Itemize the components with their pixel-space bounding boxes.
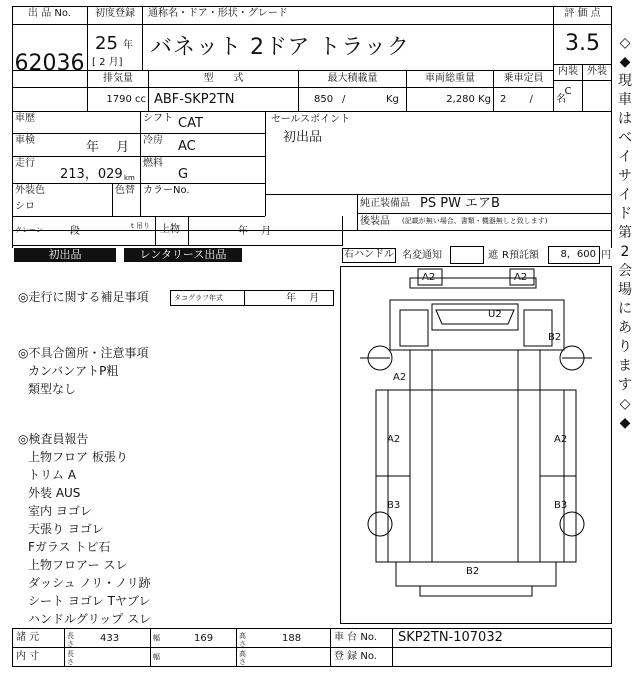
score: 3.5 (565, 31, 600, 56)
tacho-label: タコグラフ年式 (174, 294, 223, 302)
height-label-2: 高さ (239, 650, 246, 666)
sales-point-value: 初出品 (283, 130, 323, 145)
ac-label: 冷房 (143, 135, 163, 146)
damage-mark: A2 (393, 372, 407, 383)
equipment-label: 純正装備品 (360, 198, 410, 209)
crane-lift: t 吊り (131, 222, 150, 230)
gross-weight-label: 車両総重量 (425, 73, 475, 84)
hiso-label: 遮 (488, 250, 498, 261)
inspector-item: 上物フロアー スレ (28, 558, 128, 572)
rename-label: 名変通知 (402, 250, 442, 261)
ext-color-label: 外装色 (15, 185, 45, 196)
tacho-value: 年 月 (286, 293, 320, 304)
car-name: バネット 2ドア トラック (150, 35, 410, 60)
upper-label: 上物 (160, 224, 180, 235)
shift-label: シフト (143, 113, 173, 124)
displacement-value: 1790 cc (106, 94, 146, 105)
first-reg-label: 初度登録 (95, 8, 135, 19)
interior-size-label: 内 寸 (16, 651, 40, 662)
inspector-item: 外装 AUS (28, 486, 81, 500)
damage-mark: A2 (387, 434, 401, 445)
inspector-item: ダッシュ ノリ・ノリ跡 (28, 576, 151, 590)
displacement-label: 排気量 (103, 73, 133, 84)
inspector-item: Fガラス トビ石 (28, 540, 111, 554)
aftermarket-note: (記載が無い場合、書類・機器無しと致します) (402, 217, 548, 225)
inspector-item: トリム A (28, 468, 77, 482)
fuel-label: 燃料 (143, 158, 163, 169)
max-load-slash: / (342, 94, 346, 105)
color-code-label: カラーNo. (143, 185, 190, 196)
equipment-value: PS PW エアB (420, 196, 500, 211)
first-listing-badge: 初出品 (14, 248, 116, 262)
defects-section (18, 344, 148, 398)
registration-label: 登 録 No. (334, 651, 377, 662)
gross-weight-value: 2,280 Kg (446, 94, 491, 105)
length-label: 長さ (67, 632, 74, 648)
shift-value: CAT (178, 116, 203, 131)
inspector-item: ハンドルグリップ スレ (28, 612, 152, 626)
ext-color-value: シロ (15, 201, 35, 212)
length-value: 433 (100, 633, 120, 644)
rental-badge: レンタリース出品 (124, 248, 242, 262)
color-change-label: 色替 (115, 185, 135, 196)
inspector-section (18, 430, 151, 628)
recycle-unit: 円 (601, 250, 611, 261)
car-name-label: 通称名・ドア・形状・グレード (148, 8, 288, 19)
damage-mark: A2 (422, 272, 436, 283)
width-value: 169 (194, 633, 214, 644)
recycle-fee: 8，600 (548, 246, 600, 264)
crane-label: クレーン (15, 226, 43, 234)
fuel-value: G (178, 167, 189, 182)
driving-title: ◎走行に関する補足事項 (18, 290, 149, 304)
damage-mark: A2 (554, 434, 568, 445)
year-value: 25 (95, 33, 118, 54)
ac-value: AC (178, 139, 196, 154)
aftermarket-label: 後装品 (360, 216, 390, 227)
model-value: ABF-SKP2TN (154, 92, 235, 107)
mileage-value: 213，029 (60, 167, 123, 182)
interior-grade-label: 内装 (558, 66, 578, 77)
damage-mark: B2 (548, 332, 562, 343)
height-value: 188 (282, 633, 302, 644)
year-unit: 年 (123, 40, 133, 51)
inspection-value: 年 月 (86, 140, 130, 155)
notes-section (18, 288, 148, 306)
recycle-label: R預託額 (502, 250, 539, 261)
month-value: [ 2 月] (92, 57, 123, 68)
defects-title: ◎不具合箇所・注意事項 (18, 346, 149, 360)
interior-grade: C (564, 86, 572, 97)
max-load-value: 850 (314, 94, 334, 105)
capacity-value: 2 / 名 (500, 94, 567, 105)
inspector-item: 上物フロア 板張り (28, 450, 128, 464)
handle-box: 右ハンドル (342, 248, 396, 263)
width-label-2: 幅 (153, 653, 160, 661)
inspector-item: 天張り ヨゴレ (28, 522, 104, 536)
damage-mark: B3 (387, 500, 401, 511)
upper-value: 年 月 (238, 226, 272, 237)
defect-item: 類型なし (28, 382, 77, 396)
width-label: 幅 (153, 634, 160, 642)
crane-value: 段 (70, 226, 80, 237)
history-label: 車歴 (15, 113, 35, 124)
max-load-unit: Kg (386, 94, 399, 105)
side-notice: ◇◆現車はベイサイド第2会場にあります◇◆ (618, 35, 632, 431)
lot-label: 出 品 No. (28, 8, 71, 19)
score-label: 評 価 点 (564, 8, 601, 19)
exterior-grade-label: 外装 (587, 66, 607, 77)
capacity-label: 乗車定員 (503, 73, 544, 84)
chassis-label: 車 台 No. (334, 632, 377, 643)
model-label: 型 式 (203, 73, 244, 84)
sales-point-label: セールスポイント (271, 114, 351, 125)
spec-label: 諸 元 (16, 632, 40, 643)
inspector-item: シート ヨゴレ Tヤブレ (28, 594, 151, 608)
damage-mark: U2 (488, 309, 502, 320)
lot-number: 62036 (14, 51, 85, 76)
mileage-label: 走行 (15, 158, 35, 169)
length-label-2: 長さ (67, 650, 74, 666)
inspector-title: ◎検査員報告 (18, 432, 89, 446)
inspector-item: 室内 ヨゴレ (28, 504, 92, 518)
mileage-unit: km (124, 174, 135, 182)
max-load-label: 最大積載量 (327, 73, 378, 84)
inspection-label: 車検 (15, 135, 35, 146)
chassis-value: SKP2TN-107032 (398, 630, 503, 645)
defect-item: カンバンアトP粗 (28, 364, 119, 378)
damage-mark: A2 (514, 272, 528, 283)
damage-mark: B3 (554, 500, 568, 511)
damage-mark: B2 (466, 566, 480, 577)
rename-box (450, 246, 484, 264)
height-label: 高さ (239, 632, 246, 648)
